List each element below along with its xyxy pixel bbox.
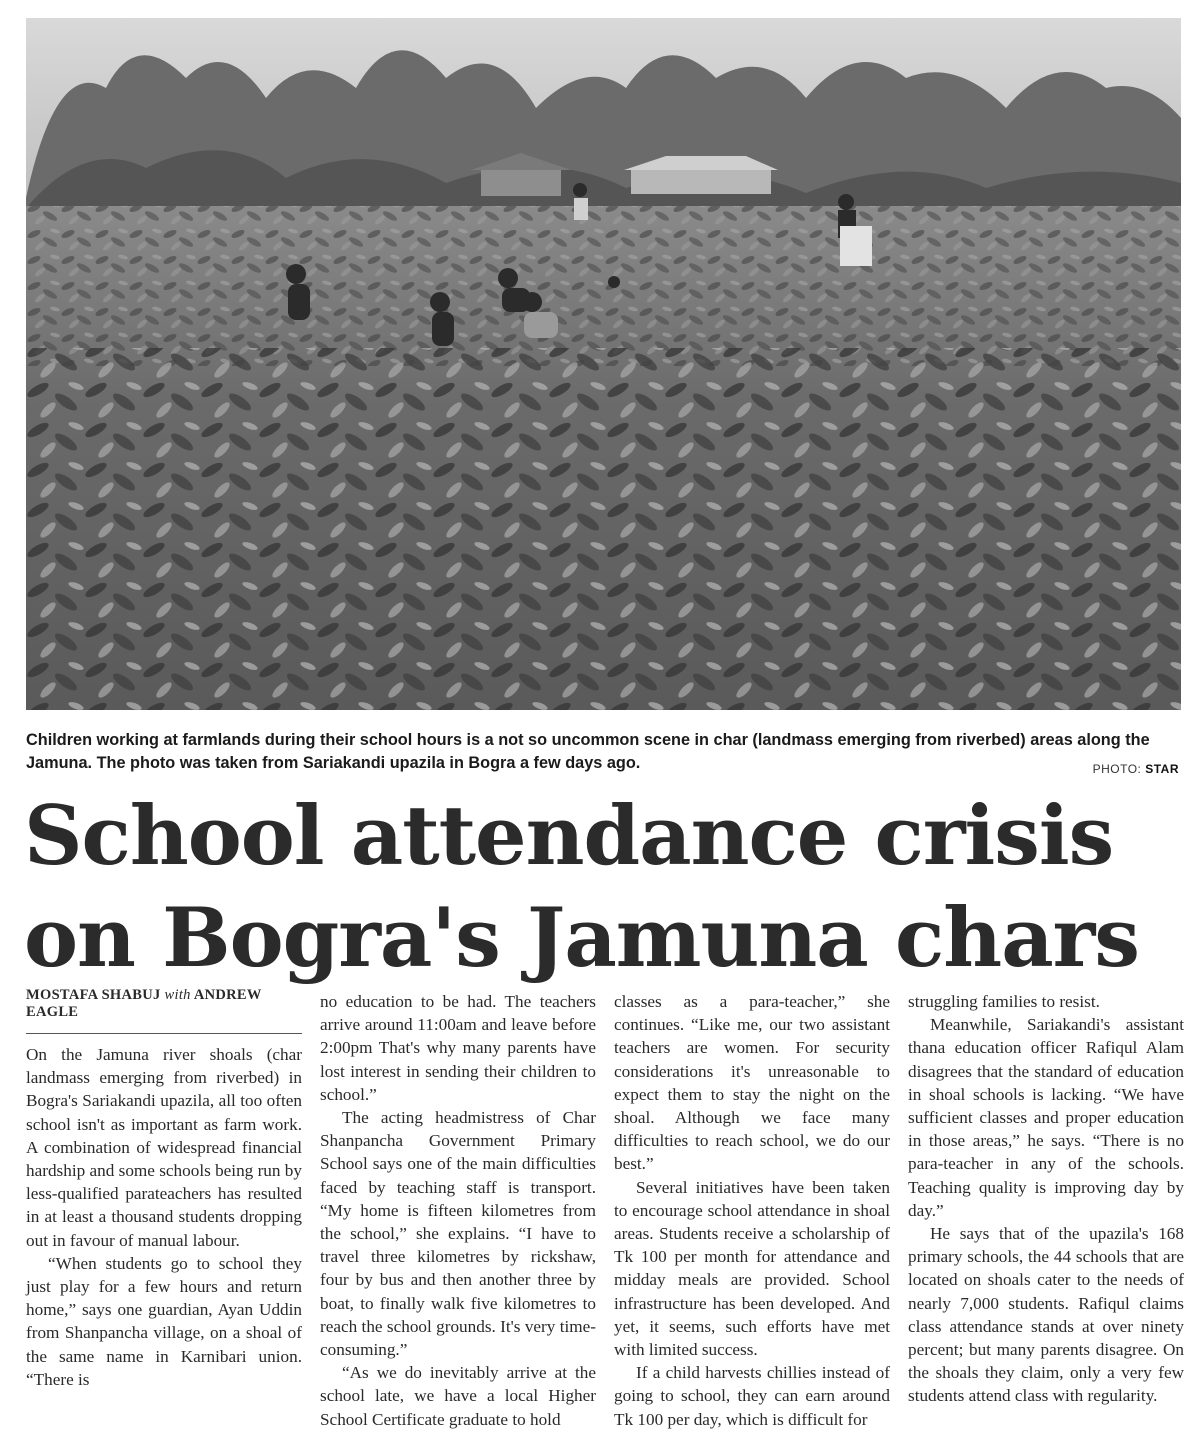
farmland-photo-illustration [26,18,1181,710]
article-column-1 [26,987,302,1391]
photo-caption: Children working at farmlands during their school hours is a not so uncommon scene in char (landmass emerging from riverbed) areas along the Jamuna. The photo was taken from Sariakandi upazila in Bogra a few days ago. [26,731,1150,772]
column-body [26,1043,302,1391]
article-paragraph: “When students go to school they just play for a few hours and return home,” says one guardian, Ayan Uddin from Shanpancha village, on a shoal of the same name in Karnibari union. “There is [26,1253,302,1389]
byline-connector: with [164,987,191,1003]
news-photo [26,18,1181,710]
byline [26,987,302,1034]
photo-credit-source: STAR [1145,762,1179,776]
byline-coauthor: ANDREW EAGLE [26,987,262,1020]
article-paragraph: struggling families to resist. [908,992,1100,1011]
headline: School attendance crisis on Bogra's Jamuna chars [24,789,1139,986]
article-column-4 [908,990,1184,1408]
column-body [320,990,596,1431]
article-paragraph: He says that of the upazila's 168 primary schools, the 44 schools that are located on shoals cater to the needs of nearly 7,000 students. Rafiqul claims class attendance stands at over ninety percent; but many parents disagree. On the shoals they claim, only a very few students attend class with regularity. [908,1224,1184,1406]
column-body [908,990,1184,1408]
article-paragraph: “As we do inevitably arrive at the school late, we have a local Higher School Certificate graduate to hold [320,1363,596,1429]
article-paragraph: no education to be had. The teachers arrive around 11:00am and leave before 2:00pm That's why many parents have lost interest in sending their children to school.” [320,992,596,1104]
article-column-2 [320,990,596,1431]
photo-credit-prefix: PHOTO: [1092,762,1146,776]
column-body [614,990,890,1431]
article-paragraph: On the Jamuna river shoals (char landmass emerging from riverbed) in Bogra's Sariakandi upazila, all too often school isn't as important as farm work. A combination of widespread financial hardship and some schools being run by less-qualified parateachers has resulted in at least a thousand students dropping out in favour of manual labour. [26,1045,302,1250]
article-paragraph: If a child harvests chillies instead of going to school, they can earn around Tk 100 per day, which is difficult for [614,1363,890,1429]
byline-author: MOSTAFA SHABUJ [26,987,161,1003]
article-paragraph: The acting headmistress of Char Shanpancha Government Primary School says one of the main difficulties faced by teaching staff is transport. “My home is fifteen kilometres from the school,” she explains. “I have to travel three kilometres by rickshaw, four by bus and then another three by boat, to finally walk five kilometres to reach the school grounds. It's very time-consuming.” [320,1108,596,1360]
photo-credit [1093,762,1179,776]
article-paragraph: Several initiatives have been taken to encourage school attendance in shoal areas. Students receive a scholarship of Tk 100 per month for attendance and midday meals are provided. School infrastructure has been developed. And yet, it seems, such efforts have met with limited success. [614,1177,890,1360]
article-paragraph: Meanwhile, Sariakandi's assistant thana education officer Rafiqul Alam disagrees that the standard of education in shoal schools is lacking. “We have sufficient classes and proper education in those areas,” he says. “There is no para-teacher in any of the schools. Teaching quality is improving day by day.” [908,1015,1184,1220]
article-paragraph: classes as a para-teacher,” she continues. “Like me, our two assistant teachers are women. For security considerations it's unreasonable to expect them to stay the night on the shoal. Although we face many difficulties to reach school, we do our best.” [614,992,890,1174]
article-column-3 [614,990,890,1431]
